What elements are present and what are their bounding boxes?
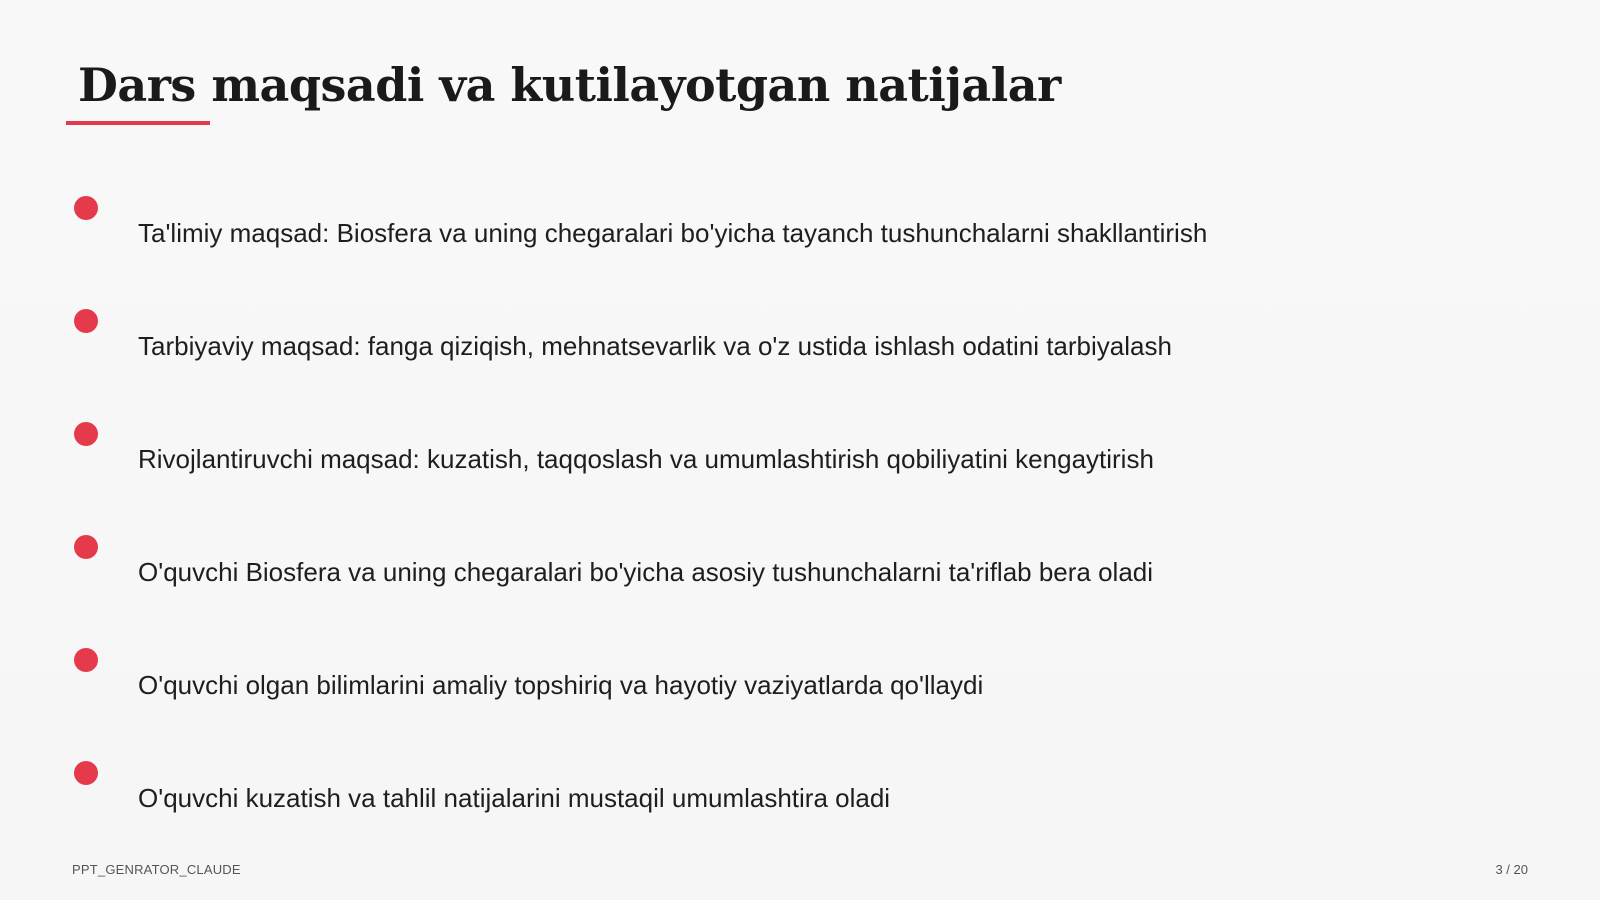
list-item: [0, 535, 1600, 615]
slide-title: Dars maqsadi va kutilayotgan natijalar: [78, 58, 1061, 112]
bullet-dot-icon: [74, 648, 98, 672]
footer-label: PPT_GENRATOR_CLAUDE: [72, 862, 241, 877]
bullet-text: O'quvchi olgan bilimlarini amaliy topshiriq va hayotiy vaziyatlarda qo'llaydi: [138, 670, 984, 700]
list-item: [0, 422, 1600, 502]
bullet-dot-icon: [74, 309, 98, 333]
bullet-text: Rivojlantiruvchi maqsad: kuzatish, taqqoslash va umumlashtirish qobiliyatini kengaytirish: [138, 444, 1154, 474]
title-underline: [66, 121, 210, 125]
bullet-dot-icon: [74, 196, 98, 220]
bullet-dot-icon: [74, 761, 98, 785]
bullet-dot-icon: [74, 422, 98, 446]
bullet-text: O'quvchi kuzatish va tahlil natijalarini mustaqil umumlashtira oladi: [138, 783, 891, 813]
bullet-dot-icon: [74, 535, 98, 559]
bullet-text: O'quvchi Biosfera va uning chegaralari bo'yicha asosiy tushunchalarni ta'riflab bera oladi: [138, 557, 1154, 587]
page-indicator: 3 / 20: [1495, 862, 1528, 877]
list-item: [0, 648, 1600, 728]
bullet-text: Tarbiyaviy maqsad: fanga qiziqish, mehnatsevarlik va o'z ustida ishlash odatini tarbiyalash: [138, 331, 1172, 361]
bullet-text: Ta'limiy maqsad: Biosfera va uning chegaralari bo'yicha tayanch tushunchalarni shakllantirish: [138, 218, 1208, 248]
list-item: [0, 309, 1600, 389]
list-item: [0, 196, 1600, 276]
list-item: [0, 761, 1600, 841]
